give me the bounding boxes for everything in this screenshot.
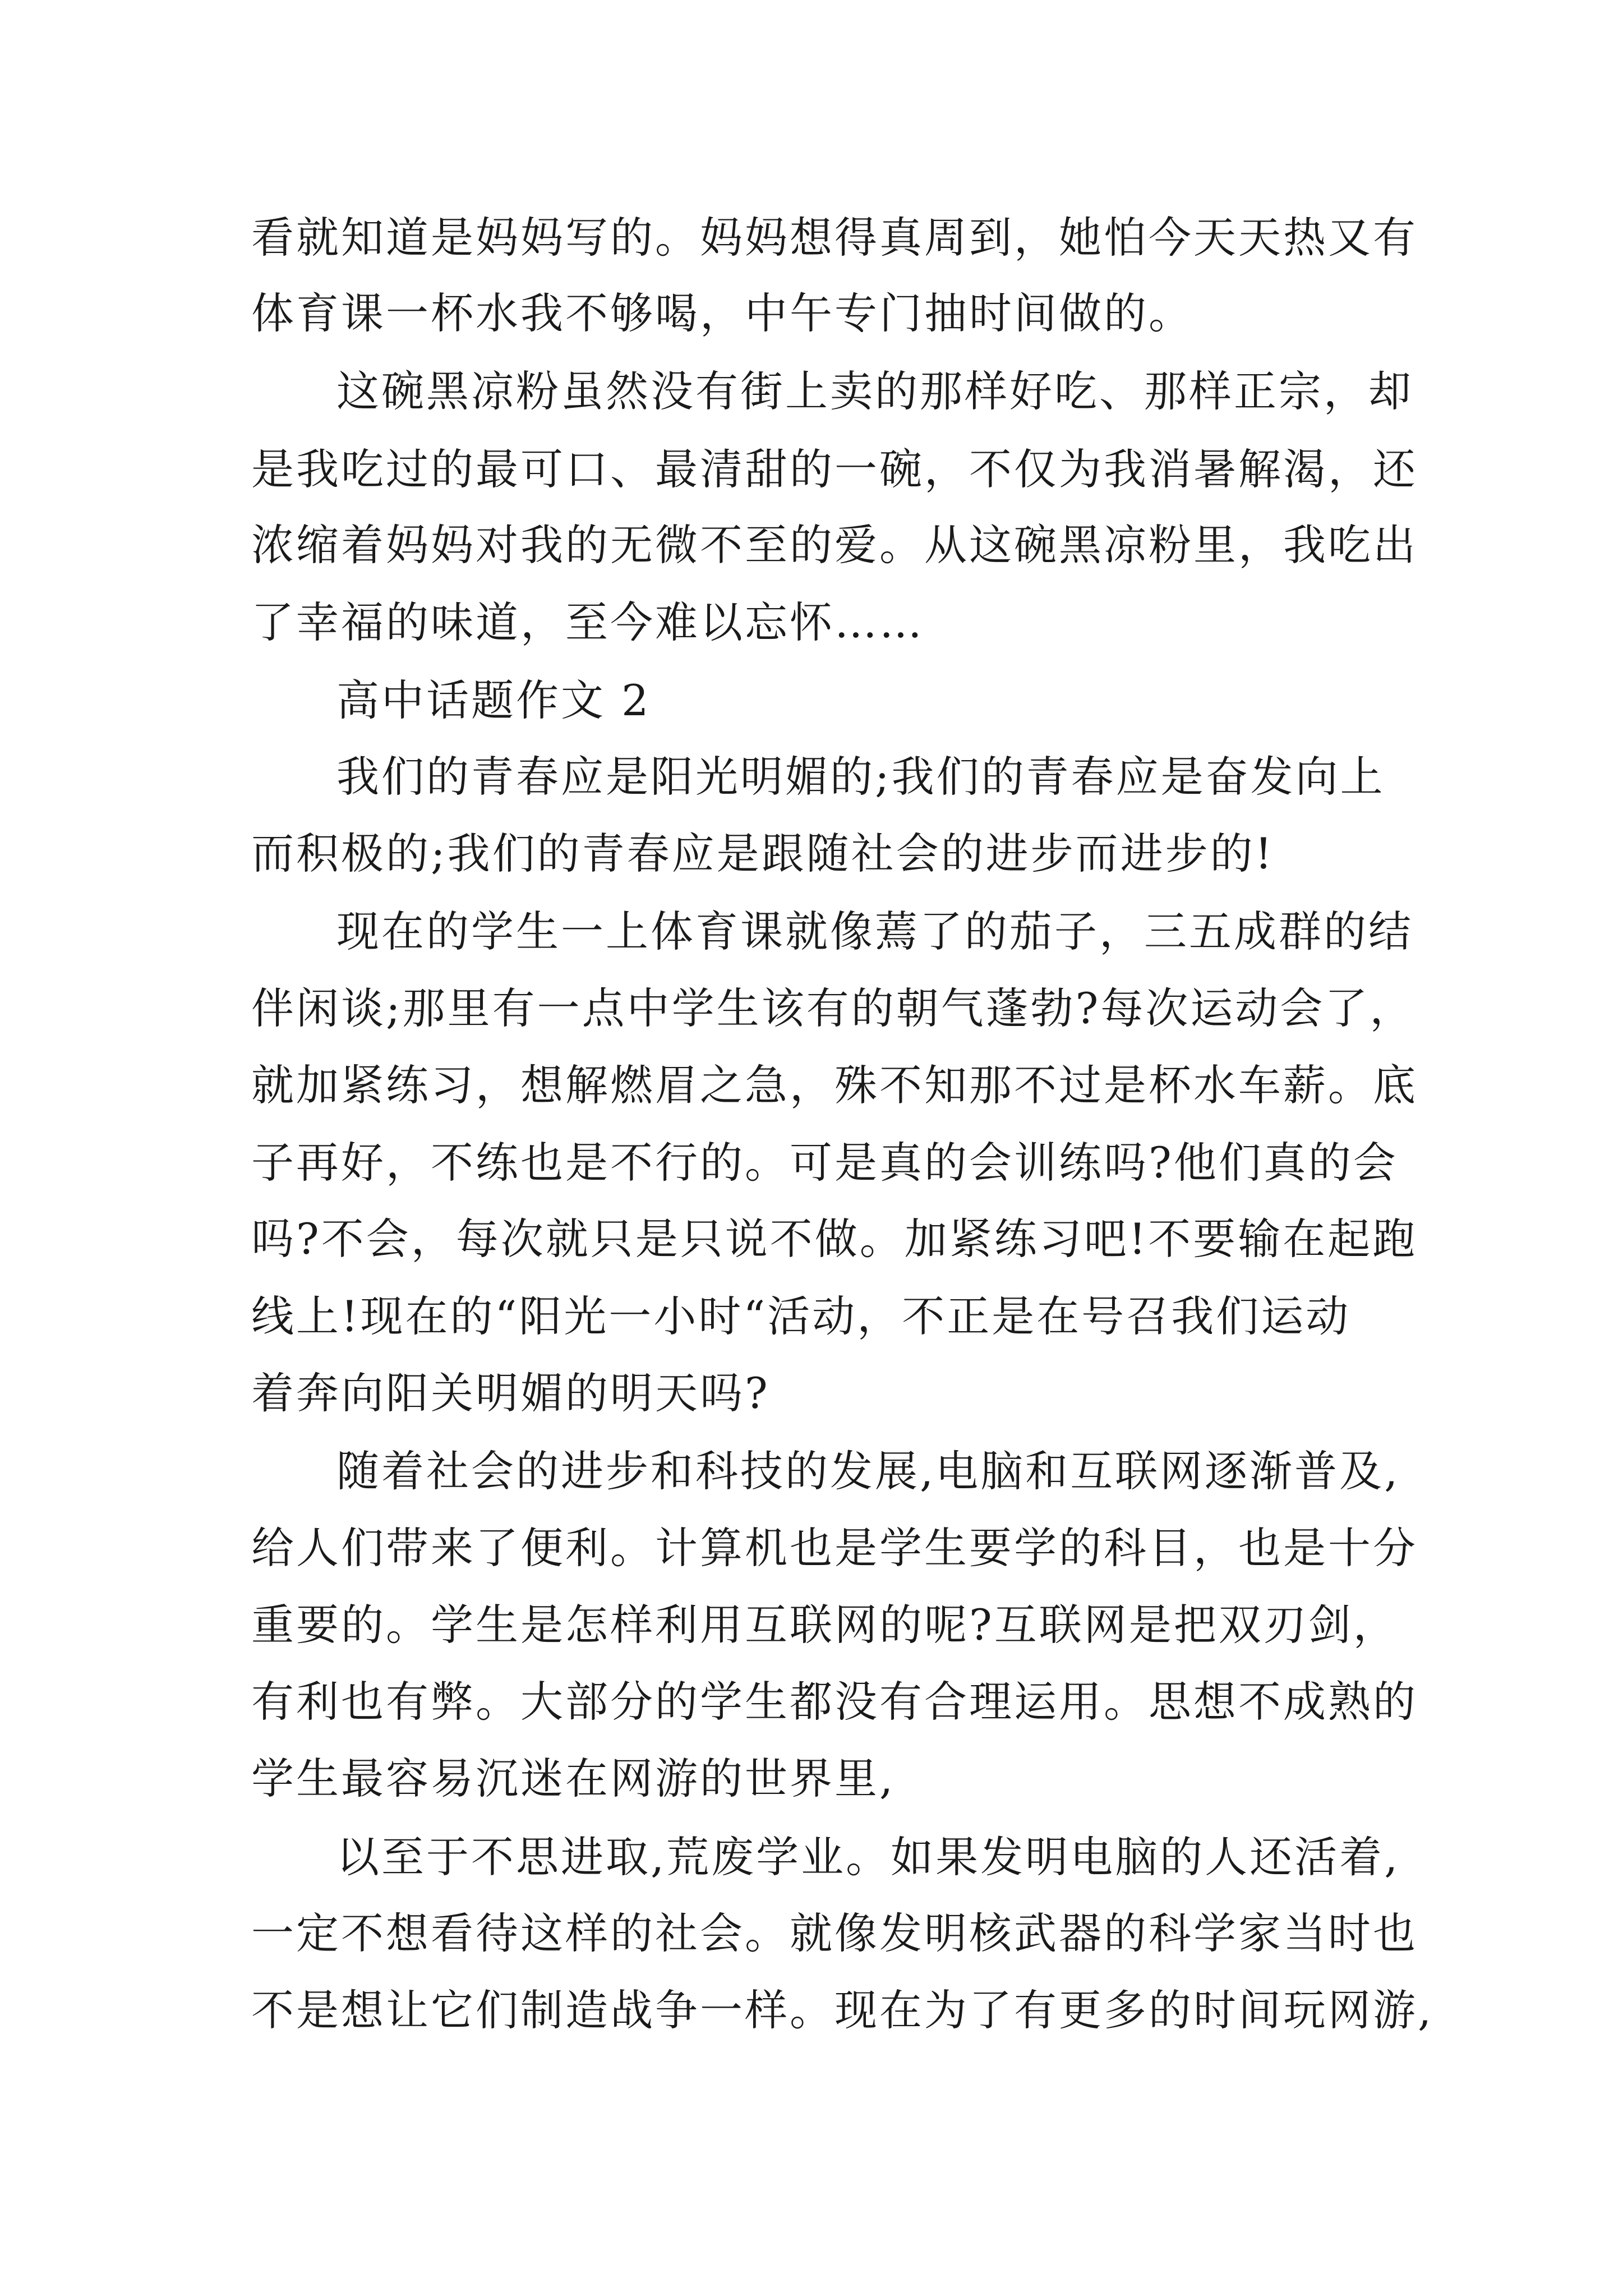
text-line: 伴闲谈;那里有一点中学生该有的朝气蓬勃?每次运动会了， (251, 983, 1415, 1033)
text-line: 看就知道是妈妈写的。妈妈想得真周到，她怕今天天热又有 (251, 213, 1418, 263)
section-heading: 高中话题作文 2 (336, 675, 651, 725)
text-line: 而积极的;我们的青春应是跟随社会的进步而进步的! (251, 829, 1275, 878)
text-line: 不是想让它们制造战争一样。现在为了有更多的时间玩网游, (251, 1985, 1434, 2035)
text-line: 一定不想看待这样的社会。就像发明核武器的科学家当时也 (251, 1908, 1418, 1958)
paragraph-first-line: 随着社会的进步和科技的发展,电脑和互联网逐渐普及, (336, 1446, 1400, 1496)
text-line: 就加紧练习，想解燃眉之急，殊不知那不过是杯水车薪。底 (251, 1060, 1418, 1110)
text-line: 给人们带来了便利。计算机也是学生要学的科目，也是十分 (251, 1523, 1418, 1573)
text-line: 线上!现在的“阳光一小时“活动，不正是在号召我们运动 (251, 1291, 1351, 1341)
text-line: 是我吃过的最可口、最清甜的一碗，不仅为我消暑解渴，还 (251, 444, 1418, 494)
text-line: 学生最容易沉迷在网游的世界里, (251, 1754, 896, 1803)
paragraph-first-line: 现在的学生一上体育课就像蔫了的茄子，三五成群的结 (336, 907, 1413, 956)
paragraph-first-line: 以至于不思进取,荒废学业。如果发明电脑的人还活着, (336, 1832, 1400, 1882)
text-line: 体育课一杯水我不够喝，中午专门抽时间做的。 (251, 288, 1193, 338)
paragraph-first-line: 我们的青春应是阳光明媚的;我们的青春应是奋发向上 (336, 752, 1385, 802)
text-line: 浓缩着妈妈对我的无微不至的爱。从这碗黑凉粉里，我吃出 (251, 520, 1418, 570)
text-line: 重要的。学生是怎样利用互联网的呢?互联网是把双刃剑， (251, 1600, 1398, 1650)
paragraph-first-line: 这碗黑凉粉虽然没有街上卖的那样好吃、那样正宗，却 (336, 366, 1413, 416)
text-line: 着奔向阳关明媚的明天吗? (251, 1368, 770, 1418)
text-line: 有利也有弊。大部分的学生都没有合理运用。思想不成熟的 (251, 1677, 1418, 1727)
text-line: 子再好，不练也是不行的。可是真的会训练吗?他们真的会 (251, 1138, 1398, 1188)
text-line: 吗?不会，每次就只是只说不做。加紧练习吧!不要输在起跑 (251, 1214, 1418, 1264)
text-line: 了幸福的味道，至今难以忘怀…… (251, 597, 924, 647)
